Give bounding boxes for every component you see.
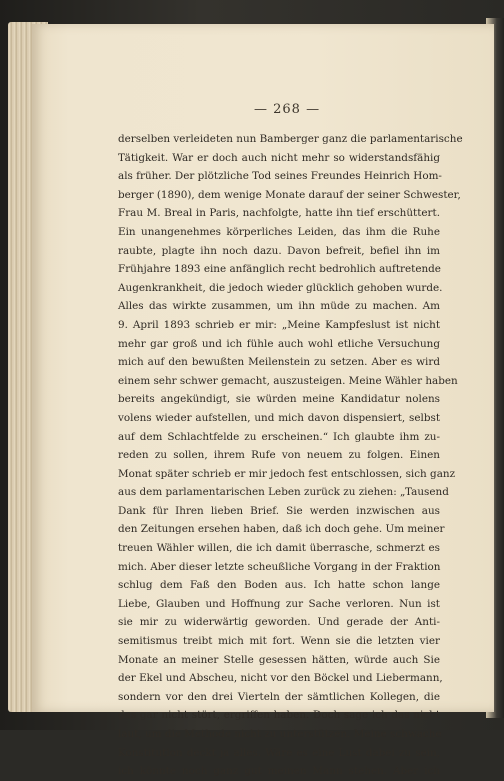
text-line: Monat später schrieb er mir jedoch fest entschlossen, sich ganz (118, 467, 456, 480)
text-line: auf dem Schlachtfelde zu erscheinen.“ Ich glaubte ihm zu- (118, 430, 440, 443)
text-line: das gar nicht stört, ergriffen haben. Doch sage ich das nicht (118, 709, 440, 722)
text-line: sie mir zu widerwärtig geworden. Und gerade der Anti- (118, 616, 440, 629)
text-line: Dank für Ihren lieben Brief. Sie werden inzwischen aus (118, 504, 440, 517)
text-line: Monate an meiner Stelle gesessen hätten, würde auch Sie (118, 653, 440, 666)
text-line: Alles das wirkte zusammen, um ihn müde zu machen. Am (118, 300, 440, 313)
text-line: sondern vor den drei Vierteln der sämtlichen Kollegen, die (118, 690, 440, 703)
text-line: der Ekel und Abscheu, nicht vor den Böckel und Liebermann, (118, 672, 443, 685)
text-line: 9. April 1893 schrieb er mir: „Meine Kampfeslust ist nicht (118, 318, 440, 331)
text-line: bereits angekündigt, sie würden meine Kandidatur nolens (118, 393, 440, 406)
text-line: laut, um die Methode nicht zu unterstützen. Meine schwache (118, 728, 442, 740)
text-line: Liebe, Glauben und Hoffnung zur Sache verloren. Nun ist (118, 597, 440, 610)
text-line: volens wieder aufstellen, und mich davon dispensiert, selbst (118, 411, 440, 424)
text-line: Tätigkeit. War er doch auch nicht mehr so widerstandsfähig (118, 151, 440, 164)
text-line: Frühjahre 1893 eine anfänglich recht bedrohlich auftretende (118, 263, 441, 276)
text-line: den Zeitungen ersehen haben, daß ich doch gehe. Um meiner (118, 523, 445, 536)
text-line: Augenkrankheit, die jedoch wieder glücklich gehoben wurde. (118, 281, 443, 294)
text-line: als früher. Der plötzliche Tod seines Freundes Heinrich Hom- (118, 170, 442, 183)
text-line: mehr gar groß und ich fühle auch wohl etliche Versuchung (118, 337, 440, 350)
text-line: berger (1890), dem wenige Monate darauf der seiner Schwester, (118, 188, 461, 201)
text-line: Ein unangenehmes körperliches Leiden, das ihm die Ruhe (118, 225, 440, 238)
text-line: Frau M. Breal in Paris, nachfolgte, hatte ihn tief erschüttert. (118, 207, 440, 220)
text-line: aus dem parlamentarischen Leben zurück zu ziehen: „Tausend (118, 486, 449, 499)
text-line: schlug dem Faß den Boden aus. Ich hatte schon lange (118, 579, 440, 592)
body-text (118, 130, 463, 781)
text-line: ich könnte noch ganz gut meinen Mann stehen. Aber ich (118, 765, 440, 778)
text-line: einem sehr schwer gemacht, auszusteigen. Meine Wähler haben (118, 374, 458, 387)
text-line: raubte, plagte ihn noch dazu. Davon befreit, befiel ihn im (118, 244, 440, 257)
text-line: semitismus treibt mich mit fort. Wenn sie die letzten vier (118, 635, 440, 648)
text-line: treuen Wähler willen, die ich damit überrasche, schmerzt es (118, 542, 440, 555)
text-line: mich. Aber dieser letzte scheußliche Vorgang in der Fraktion (118, 560, 441, 573)
text-line: Konstitution deckt ja alles. Wäre es eine Lust dabei zu sein, (118, 746, 440, 759)
text-line: derselben verleideten nun Bamberger ganz die parlamentarische (118, 133, 463, 145)
text-line: mich auf den bewußten Meilenstein zu setzen. Aber es wird (118, 356, 440, 369)
page-number: — 268 — (254, 102, 321, 117)
text-line: reden zu sollen, ihrem Rufe von neuem zu folgen. Einen (118, 449, 440, 462)
